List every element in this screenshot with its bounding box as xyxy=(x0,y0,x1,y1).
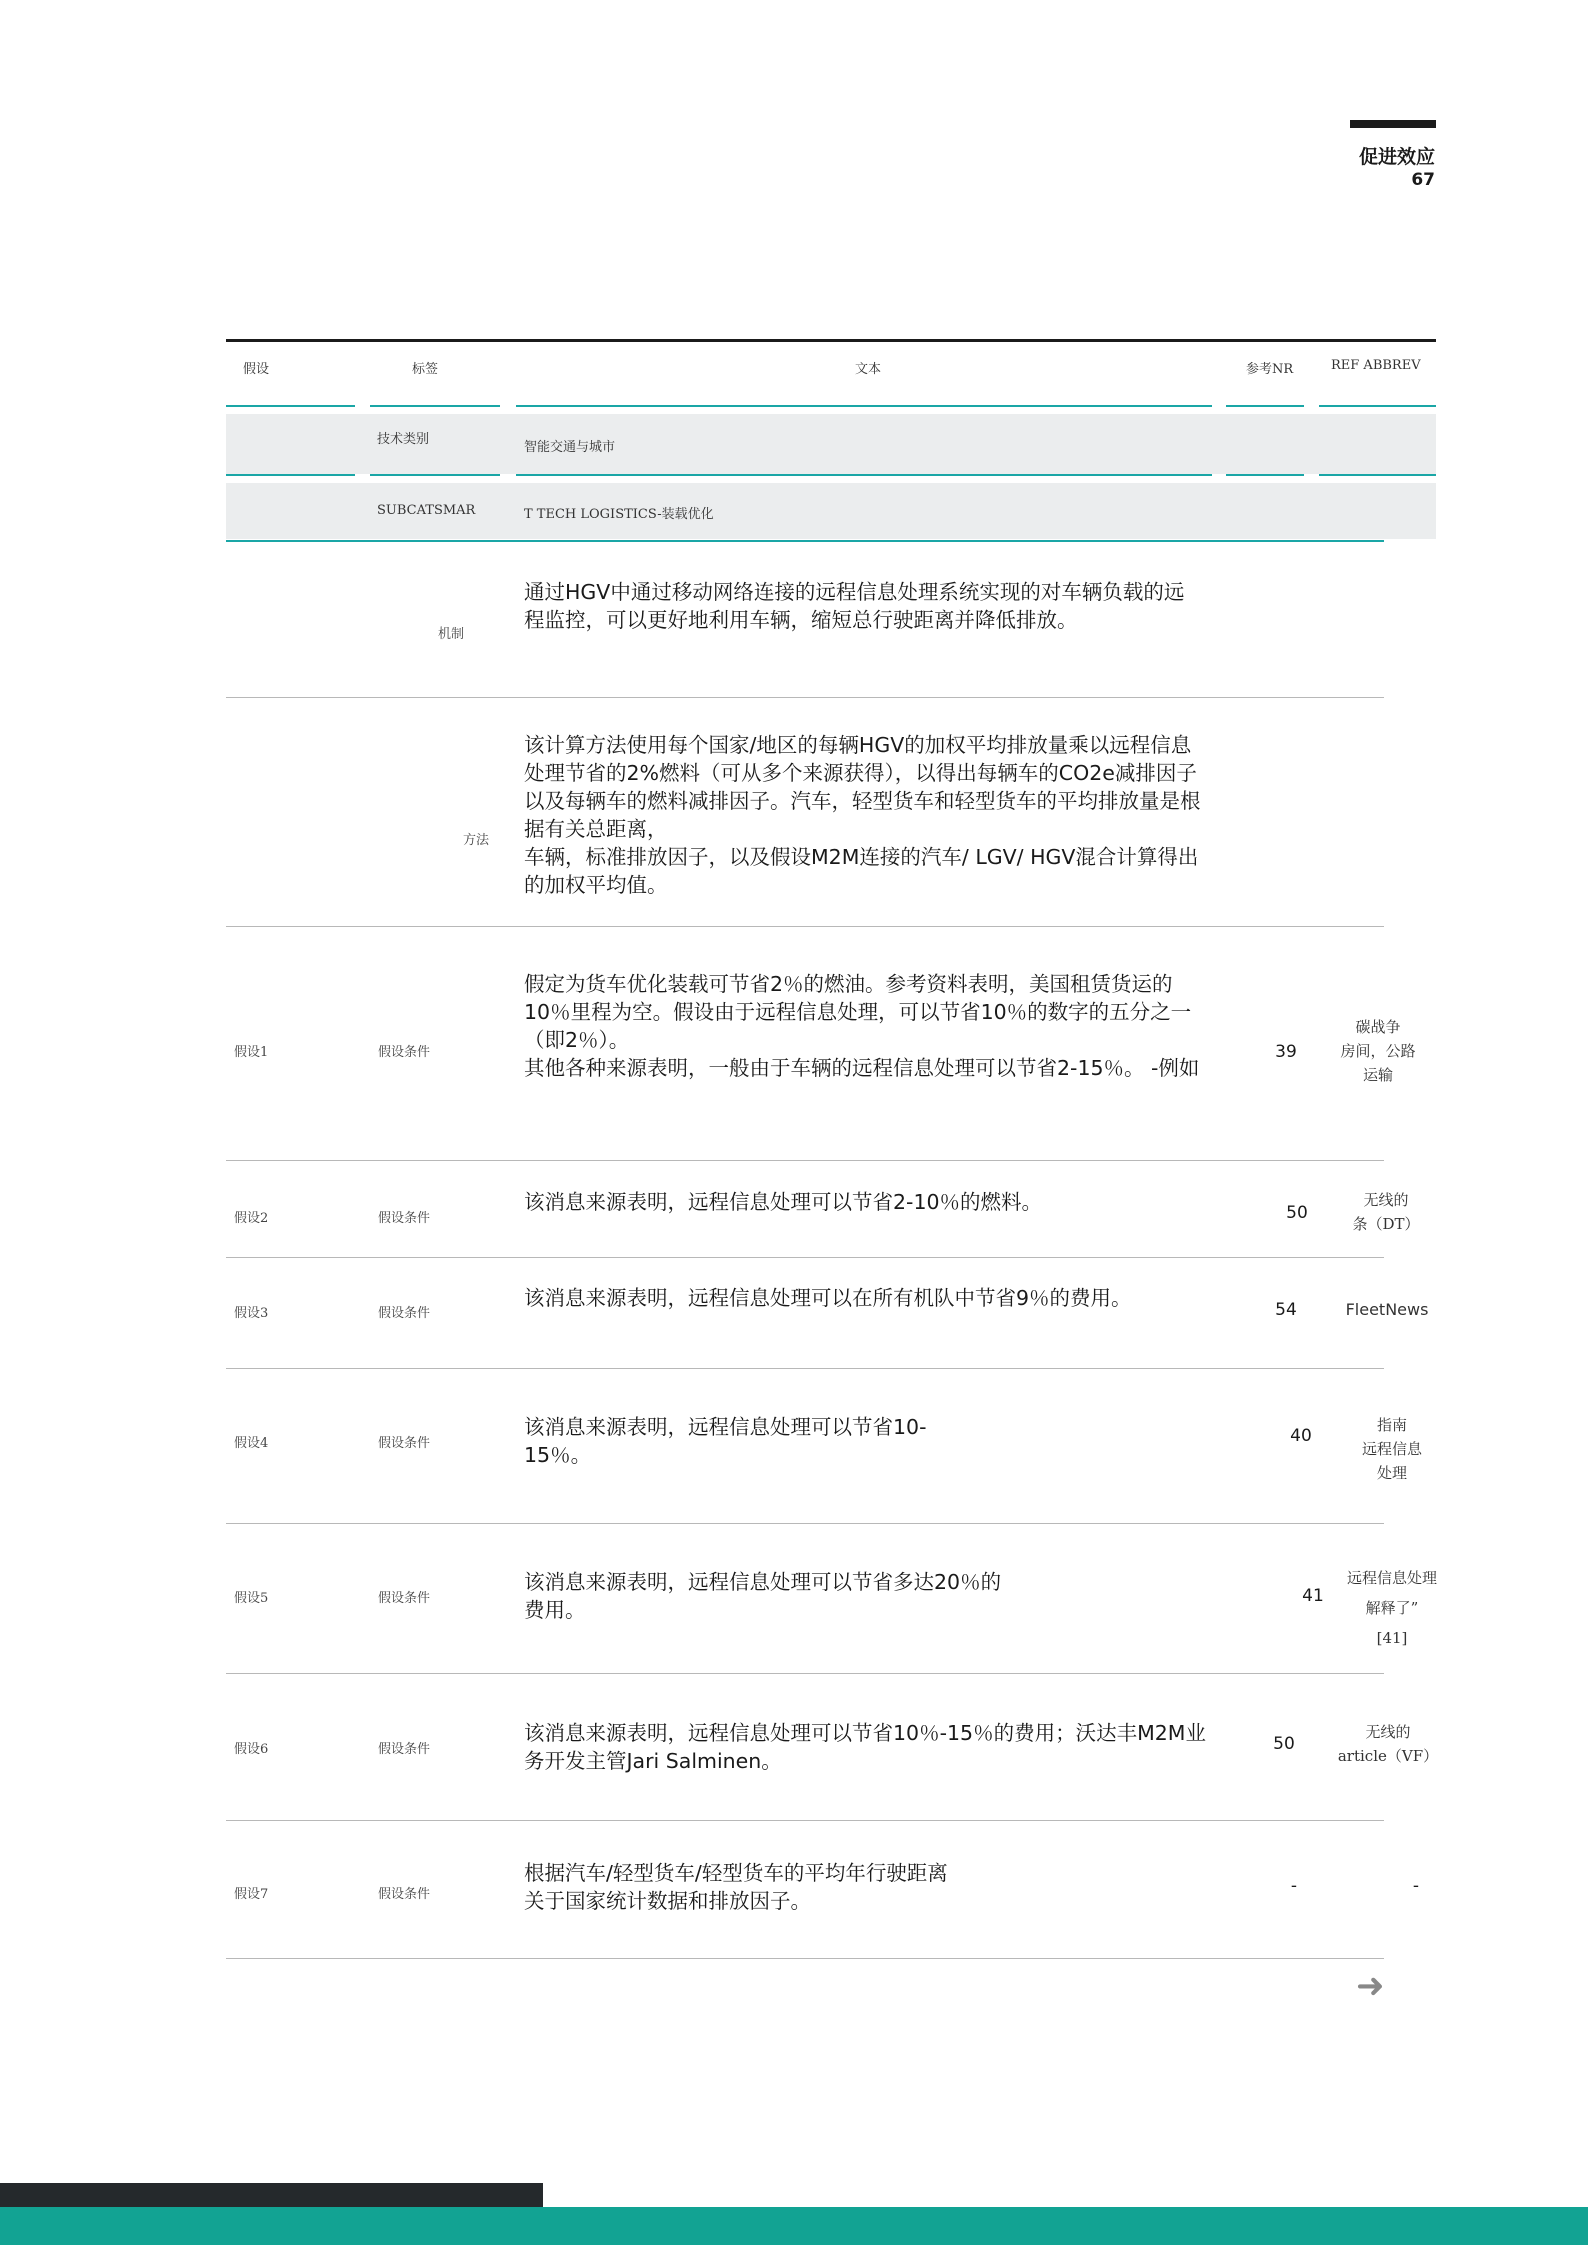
column-header-ref-abbrev: REF ABBREV xyxy=(1331,358,1421,373)
row-divider xyxy=(226,1160,1384,1161)
row-label: 假设条件 xyxy=(378,1591,431,1606)
ref-nr: 41 xyxy=(1302,1586,1324,1606)
row-label: 假设条件 xyxy=(378,1887,431,1902)
column-header-ref-nr: 参考NR xyxy=(1246,362,1294,377)
assumption-id: 假设1 xyxy=(234,1045,269,1060)
row-text: 通过HGV中通过移动网络连接的远程信息处理系统实现的对车辆负载的远程监控，可以更好地利用车辆，缩短总行驶距离并降低排放。 xyxy=(524,580,1185,632)
assumption-id: 假设3 xyxy=(234,1306,269,1321)
row-divider xyxy=(226,1820,1384,1821)
row-text: 该消息来源表明，远程信息处理可以节省多达20％的 费用。 xyxy=(524,1570,1002,1622)
band-underline xyxy=(370,474,500,476)
ref-nr: 50 xyxy=(1273,1734,1295,1754)
band-underline xyxy=(516,474,1212,476)
row-label: 假设条件 xyxy=(378,1306,431,1321)
ref-nr: 50 xyxy=(1286,1203,1308,1223)
table-top-rule xyxy=(226,339,1436,342)
header-rule xyxy=(1350,120,1436,128)
ref-abbrev: - xyxy=(1412,1876,1420,1896)
ref-abbrev: 远程信息处理 解释了” [41] xyxy=(1346,1569,1437,1647)
header-underline xyxy=(370,405,500,407)
row-text: 该消息来源表明，远程信息处理可以节省2-10％的燃料。 xyxy=(524,1190,1043,1214)
ref-nr: - xyxy=(1290,1876,1298,1896)
band-label: 技术类别 xyxy=(377,432,430,447)
row-text: 该消息来源表明，远程信息处理可以节省10％-15％的费用；沃达丰M2M业务开发主管Jari Salminen。 xyxy=(524,1721,1206,1773)
assumption-id: 假设4 xyxy=(234,1436,269,1451)
section-title: 促进效应 xyxy=(1358,146,1435,168)
band-value: T TECH LOGISTICS-装载优化 xyxy=(524,507,714,522)
column-header-assumption: 假设 xyxy=(243,362,270,377)
column-header-label: 标签 xyxy=(412,362,439,377)
ref-nr: 40 xyxy=(1290,1426,1312,1446)
band-underline xyxy=(226,540,1384,542)
ref-abbrev: FleetNews xyxy=(1345,1300,1429,1319)
page-number: 67 xyxy=(1411,170,1435,190)
row-divider xyxy=(226,1257,1384,1258)
band-label: SUBCATSMAR xyxy=(377,503,476,518)
header-underline xyxy=(226,405,355,407)
band-underline xyxy=(1319,474,1436,476)
row-divider xyxy=(226,1958,1384,1959)
row-label: 假设条件 xyxy=(378,1436,431,1451)
band-value: 智能交通与城市 xyxy=(524,440,616,455)
row-label: 假设条件 xyxy=(378,1045,431,1060)
row-text: 假定为货车优化装载可节省2％的燃油。参考资料表明，美国租赁货运的10％里程为空。假设由于远程信息处理，可以节省10％的数字的五分之一（即2％）。 其他各种来源表明，一般由于车辆的远程信息处理可以节省2-15％。 -例如 xyxy=(524,972,1200,1080)
footer-teal-bar xyxy=(0,2207,1588,2245)
assumption-id: 假设6 xyxy=(234,1742,269,1757)
ref-abbrev: 无线的 条（DT） xyxy=(1352,1191,1420,1233)
ref-nr: 39 xyxy=(1275,1042,1297,1062)
header-underline xyxy=(516,405,1212,407)
row-label: 机制 xyxy=(438,627,465,642)
row-text: 该消息来源表明，远程信息处理可以节省10- 15％。 xyxy=(524,1415,927,1467)
assumption-id: 假设2 xyxy=(234,1211,269,1226)
footer-dark-bar xyxy=(0,2183,543,2207)
ref-nr: 54 xyxy=(1275,1300,1297,1320)
assumption-id: 假设7 xyxy=(234,1887,269,1902)
column-header-text: 文本 xyxy=(855,362,882,377)
row-divider xyxy=(226,697,1384,698)
row-text: 该计算方法使用每个国家/地区的每辆HGV的加权平均排放量乘以远程信息处理节省的2%燃料（可从多个来源获得），以得出每辆车的CO2e减排因子以及每辆车的燃料减排因子。汽车，轻型货车和轻型货车的平均排放量是根据有关总距离， 车辆，标准排放因子，以及假设M2M连接的汽车/ LGV/ HGV混合计算得出的加权平均值。 xyxy=(524,733,1201,897)
header-underline xyxy=(1226,405,1304,407)
row-text: 根据汽车/轻型货车/轻型货车的平均年行驶距离 关于国家统计数据和排放因子。 xyxy=(524,1861,948,1913)
row-label: 假设条件 xyxy=(378,1211,431,1226)
row-divider xyxy=(226,926,1384,927)
ref-abbrev: 指南 远程信息 处理 xyxy=(1361,1416,1422,1482)
assumption-id: 假设5 xyxy=(234,1591,269,1606)
row-label: 方法 xyxy=(463,833,490,848)
row-divider xyxy=(226,1673,1384,1674)
row-label: 假设条件 xyxy=(378,1742,431,1757)
header-underline xyxy=(1319,405,1436,407)
row-divider xyxy=(226,1523,1384,1524)
row-text: 该消息来源表明，远程信息处理可以在所有机队中节省9％的费用。 xyxy=(524,1286,1132,1310)
band-underline xyxy=(1226,474,1304,476)
ref-abbrev: 无线的 article（VF） xyxy=(1337,1723,1439,1765)
row-divider xyxy=(226,1368,1384,1369)
arrow-right-icon[interactable]: ➜ xyxy=(1356,1966,1385,2006)
ref-abbrev: 碳战争 房间，公路 运输 xyxy=(1340,1018,1416,1084)
band-underline xyxy=(226,474,355,476)
